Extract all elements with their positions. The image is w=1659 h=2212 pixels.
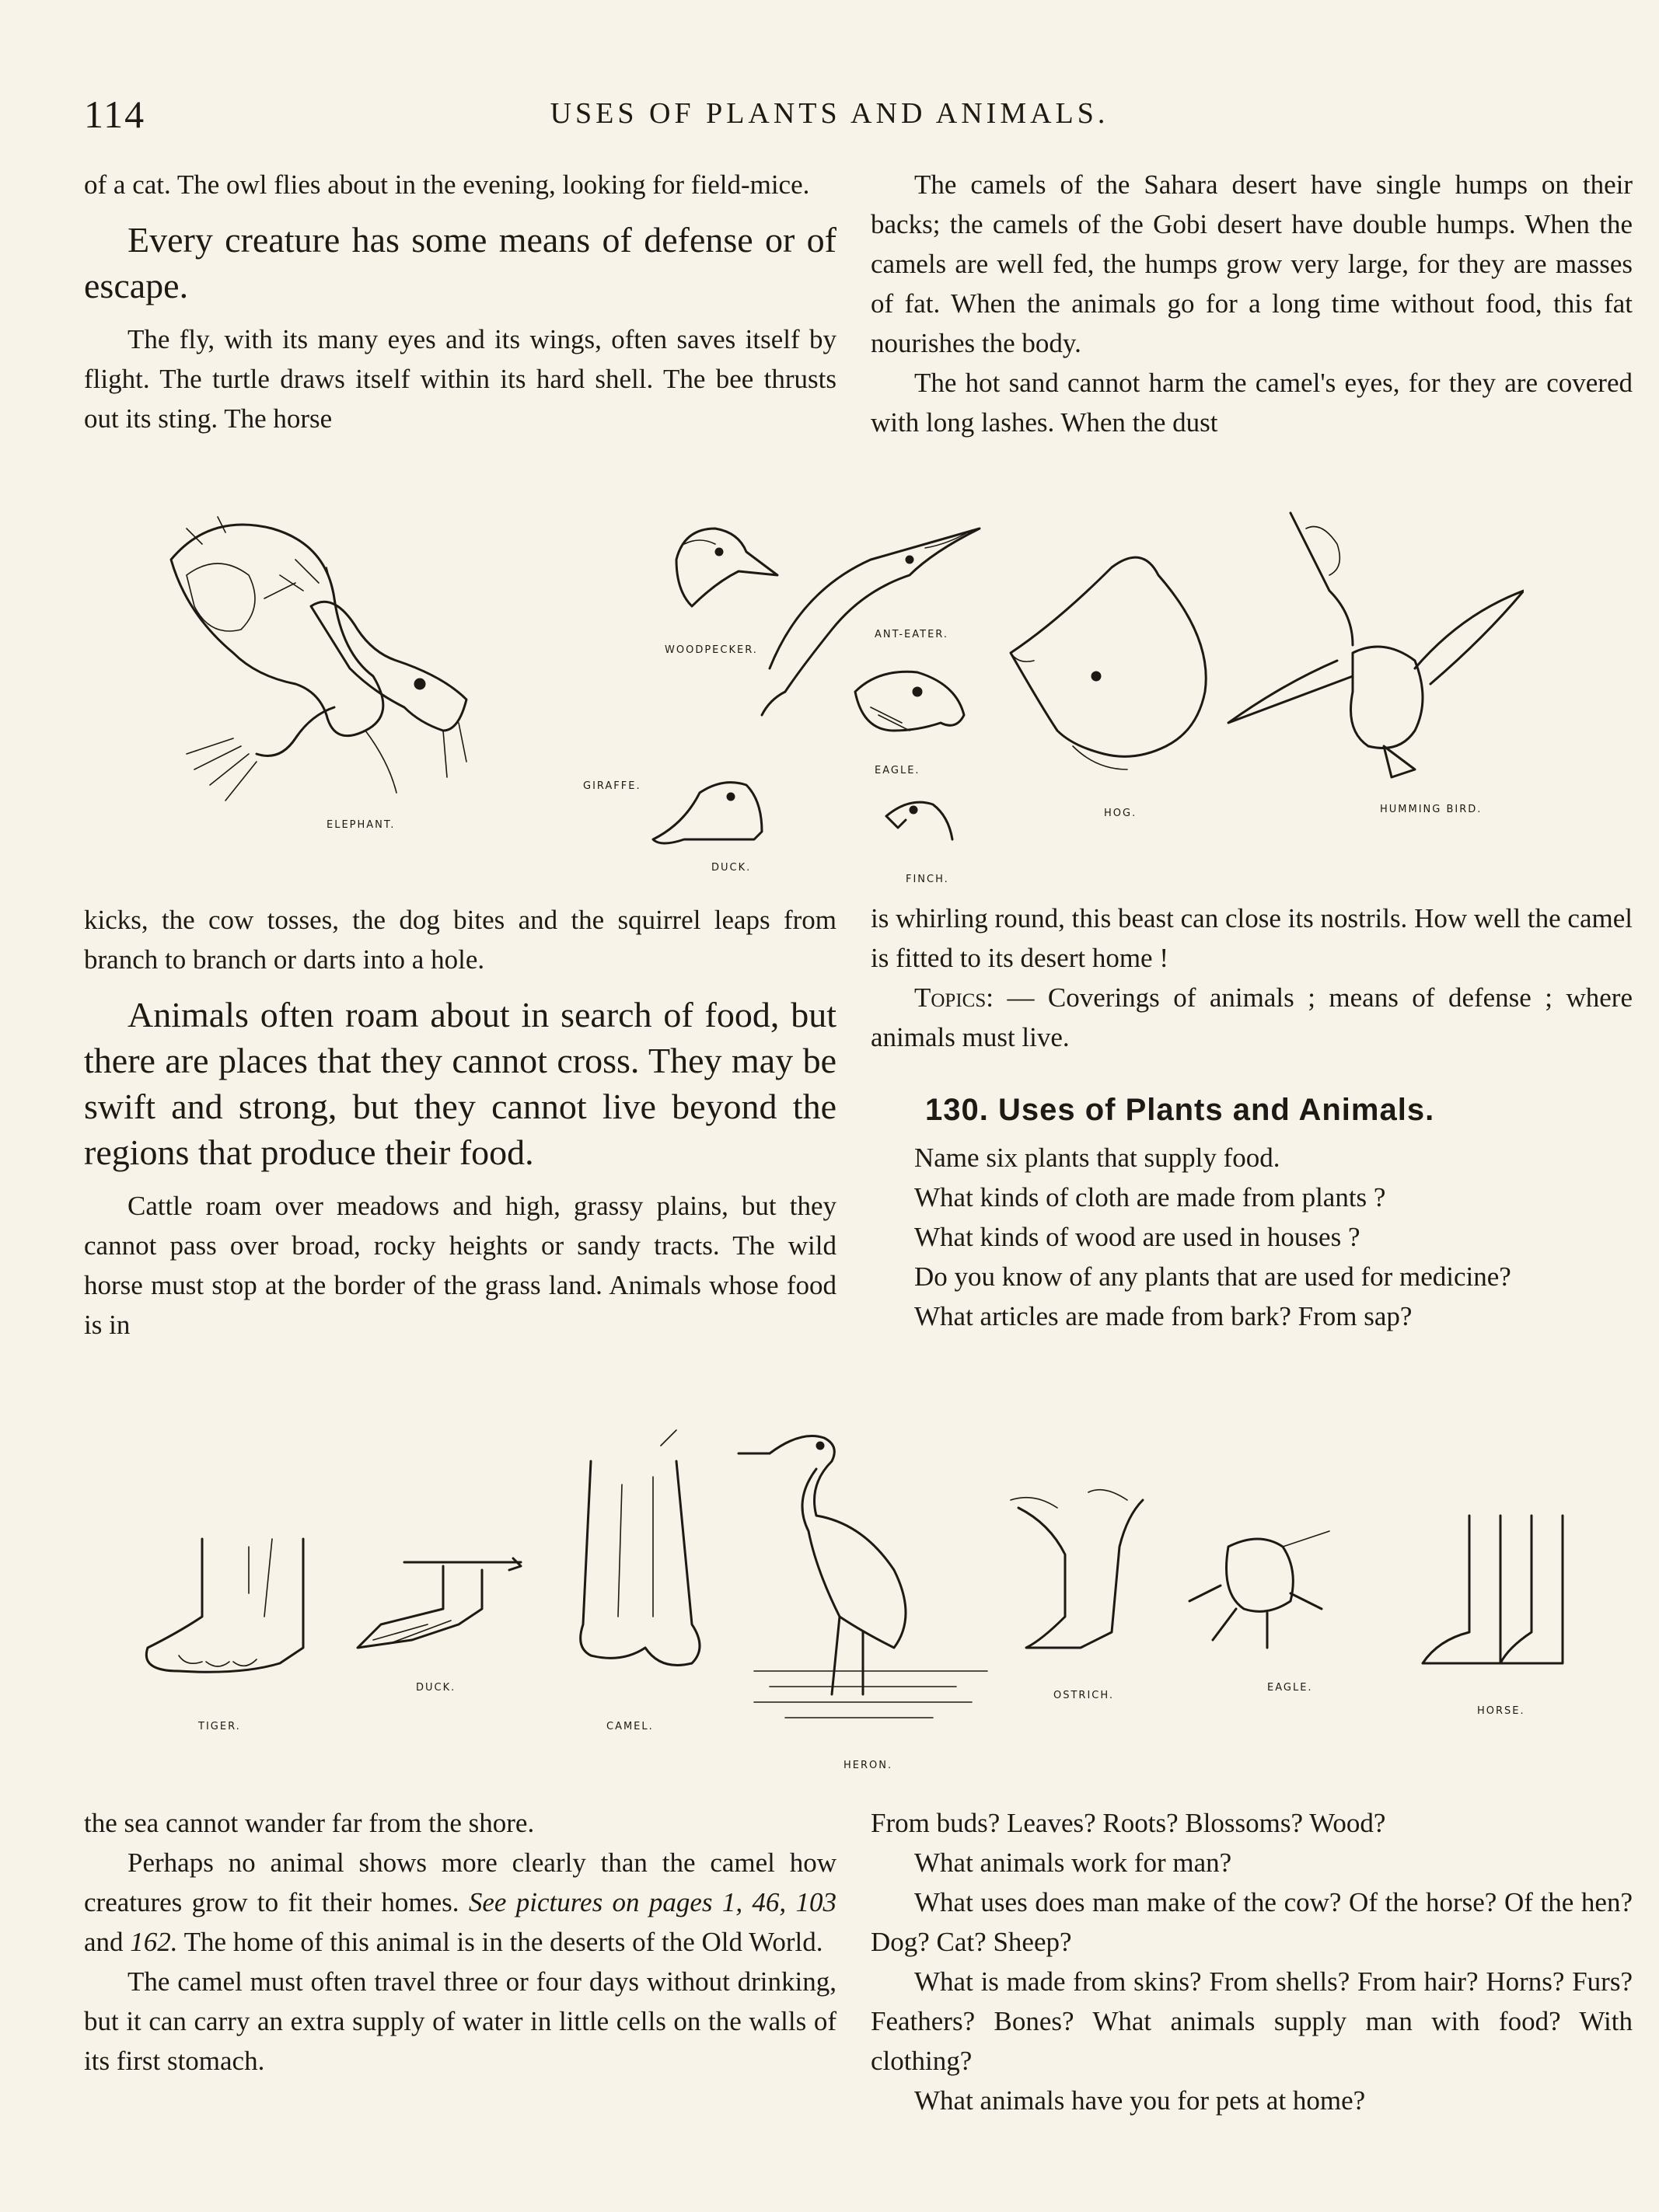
horse-foot-drawing (1423, 1516, 1563, 1663)
topics-text: : — Coverings of animals ; means of defense ; where animals must live. (871, 982, 1633, 1052)
section-heading: 130. Uses of Plants and Animals. (925, 1093, 1435, 1127)
running-title: USES OF PLANTS AND ANIMALS. (550, 97, 1109, 130)
animal-heads-illustration (140, 497, 1524, 894)
lead-heading: Every creature has some means of defense or of escape. (84, 220, 836, 305)
duck-foot-drawing (358, 1558, 521, 1648)
label-ostrich: OSTRICH. (1053, 1690, 1115, 1701)
lead-heading: Animals often roam about in search of food, but there are places that they cannot cross. They may be swift and strong, but they cannot live beyond the regions that produce their food. (84, 995, 836, 1172)
label-elephant: ELEPHANT. (327, 819, 396, 831)
middle-right-column (871, 898, 1633, 1336)
hog-drawing (1011, 557, 1206, 769)
humming-bird-drawing (1228, 513, 1524, 777)
question: What animals have you for pets at home? (914, 2085, 1366, 2116)
label-eagle: EAGLE. (1267, 1682, 1313, 1694)
label-humming-bird: HUMMING BIRD. (1380, 804, 1483, 815)
ostrich-foot-drawing (1011, 1490, 1143, 1648)
woodpecker-drawing (676, 529, 777, 606)
label-tiger: TIGER. (198, 1721, 241, 1732)
question: What is made from skins? From shells? From hair? Horns? Furs? Feathers? Bones? What animals supply man with food? With clothing? (871, 1966, 1633, 2076)
question: Do you know of any plants that are used for medicine? (914, 1261, 1511, 1292)
question: What animals work for man? (914, 1847, 1232, 1878)
label-eagle: EAGLE. (875, 765, 920, 776)
label-duck: DUCK. (711, 862, 752, 874)
tiger-foot-drawing (146, 1539, 303, 1672)
text-run: and (84, 1927, 124, 1957)
text-run-italic: See pictures on pages 1, 46, 103 (468, 1887, 837, 1917)
paragraph: The camels of the Sahara desert have single humps on their backs; the camels of the Gobi desert have double humps. When the camels are well fed, the humps grow very large, for they are masses of fat. When the animals go for a long time without food, this fat nourishes the body. (871, 169, 1633, 358)
page-number: 114 (84, 92, 146, 136)
text-run: The home of this animal is in the deserts of the Old World. (183, 1927, 823, 1957)
paragraph (84, 1843, 836, 1962)
text-run-italic: 162. (130, 1927, 178, 1957)
label-woodpecker: WOODPECKER. (665, 644, 758, 656)
label-duck: DUCK. (416, 1682, 456, 1694)
paragraph: The hot sand cannot harm the camel's eyes, for they are covered with long lashes. When the dust (871, 368, 1633, 438)
page-header (0, 92, 1659, 138)
question: What articles are made from bark? From sap? (914, 1301, 1413, 1331)
paragraph: is whirling round, this beast can close its nostrils. How well the camel is fitted to its desert home ! (871, 903, 1633, 973)
eagle-drawing (855, 672, 964, 731)
paragraph: The fly, with its many eyes and its wings, often saves itself by flight. The turtle draws itself within its hard shell. The bee thrusts out its sting. The horse (84, 324, 836, 434)
label-camel: CAMEL. (606, 1721, 654, 1732)
question: What kinds of cloth are made from plants ? (914, 1182, 1386, 1212)
paragraph: The camel must often travel three or four days without drinking, but it can carry an extra supply of water in little cells on the walls of its first stomach. (84, 1966, 836, 2076)
animal-feet-illustration (117, 1415, 1578, 1772)
paragraph: kicks, the cow tosses, the dog bites and the squirrel leaps from branch to branch or darts into a hole. (84, 905, 836, 975)
question: What kinds of wood are used in houses ? (914, 1222, 1360, 1252)
paragraph: Cattle roam over meadows and high, grassy plains, but they cannot pass over broad, rocky heights or sandy tracts. The wild horse must stop at the border of the grass land. Animals whose food is in (84, 1191, 836, 1340)
paragraph: of a cat. The owl flies about in the evening, looking for field-mice. (84, 169, 810, 200)
bottom-right-column (871, 1803, 1633, 2120)
question: From buds? Leaves? Roots? Blossoms? Wood? (871, 1808, 1386, 1838)
label-hog: HOG. (1104, 808, 1137, 819)
camel-foot-drawing (581, 1430, 700, 1666)
topics-label: Topics (914, 982, 987, 1013)
label-giraffe: GIRAFFE. (583, 780, 641, 792)
question: Name six plants that supply food. (914, 1143, 1280, 1173)
bottom-left-column (84, 1803, 836, 2081)
label-finch: FINCH. (906, 874, 949, 885)
duck-drawing (653, 783, 762, 843)
finch-drawing (886, 802, 952, 839)
top-right-column (871, 165, 1633, 442)
top-left-column (84, 165, 836, 438)
question: What uses does man make of the cow? Of the horse? Of the hen? Dog? Cat? Sheep? (871, 1887, 1633, 1957)
label-heron: HERON. (843, 1760, 893, 1771)
heron-drawing (739, 1436, 987, 1718)
label-horse: HORSE. (1477, 1705, 1525, 1717)
eagle-foot-drawing (1189, 1531, 1329, 1648)
paragraph: the sea cannot wander far from the shore. (84, 1808, 535, 1838)
middle-left-column (84, 900, 836, 1345)
text-run: Perhaps no animal shows more clearly than the camel how creatures grow to fit their homes. (84, 1847, 836, 1917)
topics-line (871, 978, 1633, 1057)
elephant-drawing (171, 517, 396, 801)
label-ant-eater: ANT-EATER. (875, 629, 949, 640)
